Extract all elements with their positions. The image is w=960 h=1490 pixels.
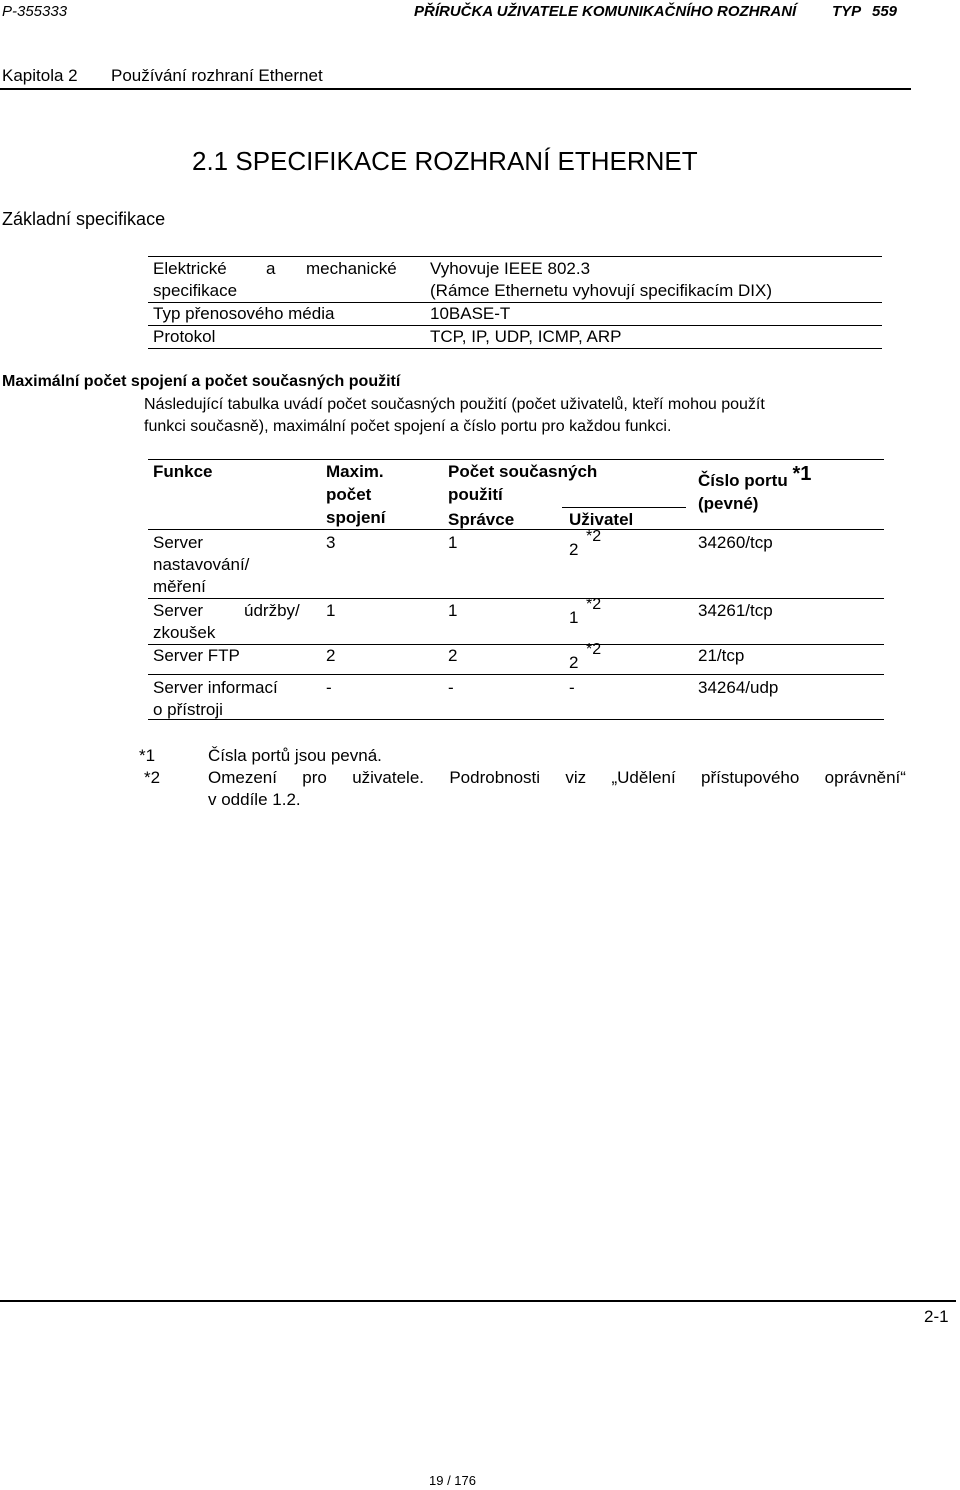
spec-value: Vyhovuje IEEE 802.3 — [430, 259, 591, 278]
col-header-function: Funkce — [153, 462, 213, 481]
admin-cell: - — [448, 678, 454, 697]
chapter-label: Kapitola 2 — [2, 66, 78, 85]
func-cell: zkoušek — [153, 623, 216, 642]
table-rule — [148, 529, 884, 530]
port-cell: 21/tcp — [698, 646, 745, 665]
admin-cell: 1 — [448, 533, 458, 552]
spec-label: Typ přenosového média — [153, 304, 335, 323]
port-cell: 34260/tcp — [698, 533, 773, 552]
admin-cell: 1 — [448, 601, 458, 620]
func-cell: nastavování/ — [153, 555, 250, 574]
spec-label: Protokol — [153, 327, 216, 346]
user-cell: 2 — [569, 540, 579, 559]
user-footnote-ref: *2 — [586, 528, 602, 545]
chapter-title: Používání rozhraní Ethernet — [111, 66, 323, 85]
doc-title: PŘÍRUČKA UŽIVATELE KOMUNIKAČNÍHO ROZHRANÍ — [414, 3, 797, 20]
user-cell: 1 — [569, 608, 579, 627]
port-cell: 34264/udp — [698, 678, 779, 697]
table-rule — [148, 325, 882, 326]
doc-id: P-355333 — [2, 3, 68, 20]
note-word: „Udělení — [611, 768, 676, 787]
spec-value: 10BASE-T — [430, 304, 511, 323]
note-mark: *1 — [139, 746, 156, 765]
func-cell: Server informací — [153, 678, 278, 697]
col-header-user: Uživatel — [569, 510, 634, 529]
col-header-max: spojení — [326, 508, 386, 527]
col-header-port — [698, 463, 812, 492]
func-cell: Server — [153, 601, 204, 620]
note-mark: *2 — [144, 768, 161, 787]
note-word: oprávnění“ — [824, 768, 906, 787]
func-cell: Server — [153, 533, 204, 552]
table-rule — [148, 348, 882, 349]
max-cell: - — [326, 678, 332, 697]
chapter-rule — [0, 88, 911, 90]
pagination: 19 / 176 — [429, 1473, 476, 1488]
port-cell: 34261/tcp — [698, 601, 773, 620]
col-header-port-sup: *1 — [792, 463, 812, 485]
func-cell: o přístroji — [153, 700, 223, 719]
admin-cell: 2 — [448, 646, 458, 665]
note-word: viz — [565, 768, 587, 787]
note-word: přístupového — [701, 768, 800, 787]
spec-label-cont: specifikace — [153, 281, 238, 300]
spec-label-word: Elektrické — [153, 259, 227, 278]
table-rule — [148, 598, 884, 599]
table-rule — [148, 674, 884, 675]
footer-rule — [0, 1300, 956, 1302]
spec-value-cont: (Rámce Ethernetu vyhovují specifikacím DIX) — [430, 281, 773, 300]
user-footnote-ref: *2 — [586, 596, 602, 613]
col-header-max: počet — [326, 485, 372, 504]
max-cell: 1 — [326, 601, 336, 620]
col-header-max: Maxim. — [326, 462, 384, 481]
table-rule — [148, 302, 882, 303]
user-cell: 2 — [569, 653, 579, 672]
user-footnote-ref: *2 — [586, 641, 602, 658]
doc-type-number: 559 — [872, 3, 898, 20]
note-text — [208, 768, 906, 788]
max-cell: 2 — [326, 646, 336, 665]
note-word: Podrobnosti — [449, 768, 541, 787]
note-word: uživatele. — [352, 768, 425, 787]
table-rule — [148, 644, 884, 645]
note-word: Omezení — [208, 768, 277, 787]
col-header-port-label: Číslo portu — [698, 471, 788, 490]
func-cell: Server FTP — [153, 646, 240, 665]
max-cell: 3 — [326, 533, 336, 552]
col-header-concurrent: použití — [448, 485, 503, 504]
table-rule — [562, 507, 686, 508]
spec-label-word: mechanické — [306, 259, 397, 278]
note-word: pro — [302, 768, 327, 787]
user-cell: - — [569, 678, 575, 697]
spec-label-word: a — [266, 259, 276, 278]
func-cell: měření — [153, 577, 206, 596]
table-rule — [148, 256, 882, 257]
spec-value: TCP, IP, UDP, ICMP, ARP — [430, 327, 622, 346]
table-rule — [148, 719, 884, 720]
max-conn-paragraph-line: funkci současně), maximální počet spojení a číslo portu pro každou funkci. — [144, 418, 672, 435]
col-header-port: (pevné) — [698, 494, 759, 513]
col-header-concurrent: Počet současných — [448, 462, 598, 481]
func-cell: údržby/ — [244, 601, 300, 620]
doc-type-label: TYP — [832, 3, 862, 20]
basic-spec-heading: Základní specifikace — [2, 209, 166, 229]
max-conn-heading: Maximální počet spojení a počet současných použití — [2, 373, 401, 390]
section-title: 2.1 SPECIFIKACE ROZHRANÍ ETHERNET — [192, 146, 698, 176]
note-text: Čísla portů jsou pevná. — [208, 746, 382, 765]
col-header-admin: Správce — [448, 510, 515, 529]
note-text-cont: v oddíle 1.2. — [208, 790, 301, 809]
page-label: 2-1 — [924, 1307, 949, 1326]
max-conn-paragraph-line: Následující tabulka uvádí počet současných použití (počet uživatelů, kteří mohou použít — [144, 396, 765, 413]
table-rule — [148, 459, 884, 460]
